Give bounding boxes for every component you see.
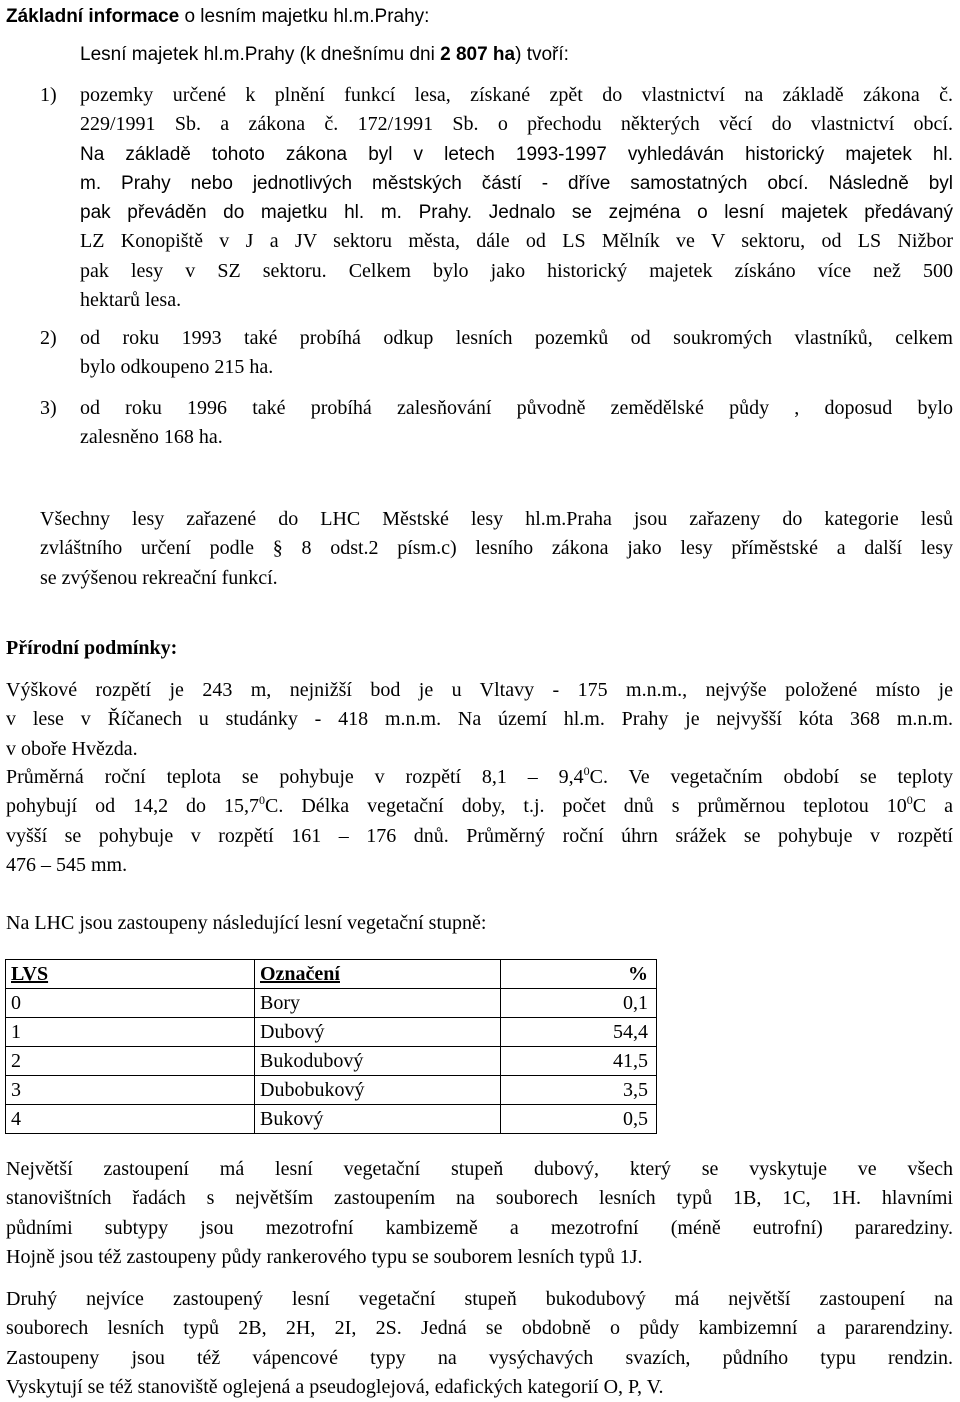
cell-name: Dubobukový: [255, 1076, 501, 1105]
item2-number: 2): [40, 327, 57, 349]
beech-oak-line: souborech lesních typů 2B, 2H, 2I, 2S. Jedná se obdobně o půdy kambizemní a pararendziny.: [6, 1317, 953, 1340]
page-heading: [6, 2, 429, 31]
item2-line: bylo odkoupeno 215 ha.: [80, 356, 274, 379]
altitude-line: v lese v Říčanech u studánky - 418 m.n.m. Na území hl.m. Prahy je nejvyšší kóta 368 m.n.m.: [6, 708, 953, 731]
temperature-paragraph: [6, 763, 953, 880]
cell-pct: 0,5: [501, 1105, 657, 1134]
heading-rest-part: o lesním majetku hl.m.Prahy:: [179, 6, 430, 27]
heading-bold-part: Základní informace: [6, 6, 180, 27]
oak-line: Největší zastoupení má lesní vegetační stupeň dubový, který se vyskytuje ve všech: [6, 1158, 953, 1180]
table-header-row: [6, 960, 657, 989]
header-pct: %: [501, 960, 657, 989]
cell-name: Bukový: [255, 1105, 501, 1134]
table-row: [6, 1105, 657, 1134]
item1-line: pak převáděn do majetku hl. m. Prahy. Jednalo se zejména o lesní majetek předávaný: [80, 202, 953, 224]
intro-line: [80, 40, 569, 69]
degree-superscript: 0: [906, 793, 913, 808]
oak-paragraph: [6, 1155, 953, 1272]
cell-name: Bukodubový: [255, 1047, 501, 1076]
oak-line: půdními subtypy jsou mezotrofní kambizemě a mezotrofní (méně eutrofní) pararedziny.: [6, 1216, 953, 1239]
cell-lvs: 0: [6, 989, 255, 1018]
intro-prefix: Lesní majetek hl.m.Prahy (k dnešnímu dni: [80, 44, 441, 65]
temperature-line: 476 – 545 mm.: [6, 853, 128, 876]
intro-area-bold: 2 807 ha: [440, 44, 516, 65]
temperature-line: [6, 792, 953, 821]
natural-conditions-heading: [6, 634, 177, 663]
beech-oak-paragraph: [6, 1285, 953, 1402]
intro-suffix: ) tvoří:: [515, 44, 569, 65]
degree-superscript: 0: [259, 793, 266, 808]
cell-lvs: 3: [6, 1076, 255, 1105]
altitude-paragraph: [6, 676, 953, 764]
item3-number: 3): [40, 397, 57, 419]
cell-name: Dubový: [255, 1018, 501, 1047]
table-row: [6, 1076, 657, 1105]
lvs-table: [5, 959, 657, 1134]
item1-paragraph: [80, 81, 953, 315]
cell-pct: 3,5: [501, 1076, 657, 1105]
item1-number: 1): [40, 84, 57, 106]
temp-text: C. Délka vegetační doby, t.j. počet dnů s průměrnou teplotou 10: [265, 795, 907, 818]
altitude-line: v oboře Hvězda.: [6, 737, 138, 760]
table-row: [6, 1018, 657, 1047]
item1-line: hektarů lesa.: [80, 289, 182, 312]
cell-pct: 41,5: [501, 1047, 657, 1076]
cell-pct: 54,4: [501, 1018, 657, 1047]
header-name: [255, 960, 501, 989]
temp-text: C a: [912, 795, 953, 818]
temperature-line: vyšší se pohybuje v rozpětí 161 – 176 dnů. Průměrný roční úhrn srážek se pohybuje v rozpětí: [6, 824, 953, 847]
beech-oak-line: Druhý nejvíce zastoupený lesní vegetační stupeň bukodubový má největší zastoupení na: [6, 1288, 953, 1310]
item1-line: LZ Konopiště v J a JV sektoru města, dále od LS Mělník ve V sektoru, od LS Nižbor: [80, 230, 953, 253]
temperature-line: [6, 763, 953, 792]
oak-line: stanovištních řadách s největším zastoupením na souborech lesních typů 1B, 1C, 1H. hlavními: [6, 1187, 953, 1210]
item1-line: m. Prahy nebo jednotlivých městských částí - dříve samostatných obcí. Následně byl: [80, 172, 953, 194]
table-row: [6, 989, 657, 1018]
category-paragraph: [40, 505, 953, 593]
item3-line: zalesněno 168 ha.: [80, 426, 223, 449]
item2-line: od roku 1993 také probíhá odkup lesních pozemků od soukromých vlastníků, celkem: [80, 327, 953, 349]
category-line: zvláštního určení podle § 8 odst.2 písm.c) lesního zákona jako lesy příměstské a další lesy: [40, 537, 953, 560]
natural-conditions-heading-text: Přírodní podmínky:: [6, 637, 178, 659]
oak-line: Hojně jsou též zastoupeny půdy rankerového typu se souborem lesních typů 1J.: [6, 1245, 643, 1268]
temp-text: C. Ve vegetačním období se teploty: [589, 766, 953, 788]
lvs-intro: Na LHC jsou zastoupeny následující lesní vegetační stupně:: [6, 912, 487, 934]
item1-line: pak lesy v SZ sektoru. Celkem bylo jako historický majetek získáno více než 500: [80, 259, 953, 282]
cell-lvs: 4: [6, 1105, 255, 1134]
altitude-line: Výškové rozpětí je 243 m, nejnižší bod je u Vltavy - 175 m.n.m., nejvýše položené místo je: [6, 679, 953, 701]
item1-line: pozemky určené k plnění funkcí lesa, získané zpět do vlastnictví na základě zákona č.: [80, 84, 953, 106]
degree-superscript: 0: [583, 764, 590, 778]
beech-oak-line: Vyskytují se též stanoviště oglejená a pseudoglejová, edafických kategorií O, P, V.: [6, 1375, 664, 1398]
cell-lvs: 2: [6, 1047, 255, 1076]
header-lvs-text: LVS: [11, 962, 49, 985]
item2-paragraph: [80, 324, 953, 383]
item3-line: od roku 1996 také probíhá zalesňování původně zemědělské půdy , doposud bylo: [80, 397, 953, 419]
category-line: Všechny lesy zařazené do LHC Městské lesy hl.m.Praha jsou zařazeny do kategorie lesů: [40, 508, 953, 530]
category-line: se zvýšenou rekreační funkcí.: [40, 566, 278, 589]
item3-paragraph: [80, 394, 953, 453]
item1-line: 229/1991 Sb. a zákona č. 172/1991 Sb. o přechodu některých věcí do vlastnictví obcí.: [80, 113, 953, 136]
item1-line: Na základě tohoto zákona byl v letech 1993-1997 vyhledáván historický majetek hl.: [80, 143, 953, 165]
cell-lvs: 1: [6, 1018, 255, 1047]
temp-text: Průměrná roční teplota se pohybuje v rozpětí 8,1 – 9,4: [6, 766, 584, 788]
beech-oak-line: Zastoupeny jsou též vápencové typy na vysýchavých svazích, půdního typu rendzin.: [6, 1346, 953, 1369]
header-lvs: [6, 960, 255, 989]
cell-pct: 0,1: [501, 989, 657, 1018]
header-name-text: Označení: [260, 962, 340, 985]
cell-name: Bory: [255, 989, 501, 1018]
table-row: [6, 1047, 657, 1076]
temp-text: pohybují od 14,2 do 15,7: [6, 795, 260, 818]
